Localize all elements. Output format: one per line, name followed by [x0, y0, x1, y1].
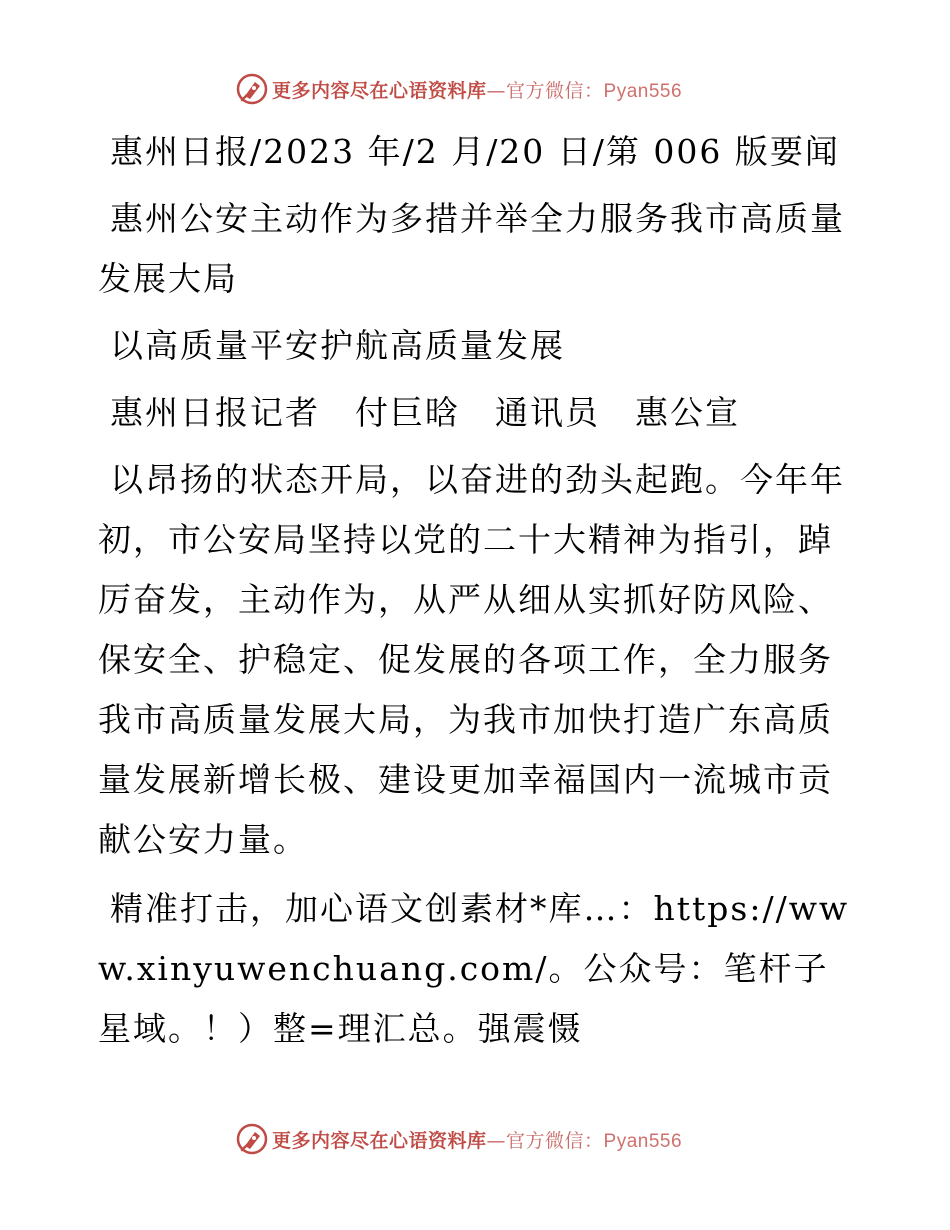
paragraph-intro: 以昂扬的状态开局，以奋进的劲头起跑。今年年初，市公安局坚持以党的二十大精神为指引，踔厉奋发，主动作为，从严从细从实抓好防风险、保安全、护稳定、促发展的各项工作，全力服务我市高质量发展大局，为我市加快打造广东高质量发展新增长极、建设更加幸福国内一流城市贡献公安力量。 [98, 460, 845, 859]
pen-nib-logo-icon [236, 73, 268, 105]
watermark-main-text: 更多内容尽在心语资料库 [272, 79, 487, 102]
header-watermark [236, 72, 716, 106]
subheadline: 以高质量平安护航高质量发展 [110, 326, 565, 365]
watermark-official-label: 官方微信： [506, 79, 604, 102]
watermark-text [272, 1126, 682, 1153]
footer-watermark [236, 1122, 716, 1156]
source-line: 惠州日报/2023 年/2 月/20 日/第 006 版要闻 [110, 132, 840, 171]
headline: 惠州公安主动作为多措并举全力服务我市高质量发展大局 [98, 199, 845, 298]
pen-nib-logo-icon [236, 1123, 268, 1155]
article-body [98, 122, 853, 1068]
watermark-main-text: 更多内容尽在心语资料库 [272, 1129, 487, 1152]
paragraph-precision-strike: 精准打击，加心语文创素材*库…：https://www.xinyuwenchuang.com/。公众号：笔杆子星域。！）整=理汇总。强震慑 [98, 889, 850, 1048]
byline: 惠州日报记者 付巨晗 通讯员 惠公宣 [110, 393, 740, 432]
watermark-separator: — [486, 1129, 507, 1152]
watermark-separator: — [486, 79, 507, 102]
watermark-wechat-id: Pyan556 [603, 80, 683, 102]
watermark-text [272, 76, 682, 103]
watermark-wechat-id: Pyan556 [603, 1130, 683, 1152]
watermark-official-label: 官方微信： [506, 1129, 604, 1152]
